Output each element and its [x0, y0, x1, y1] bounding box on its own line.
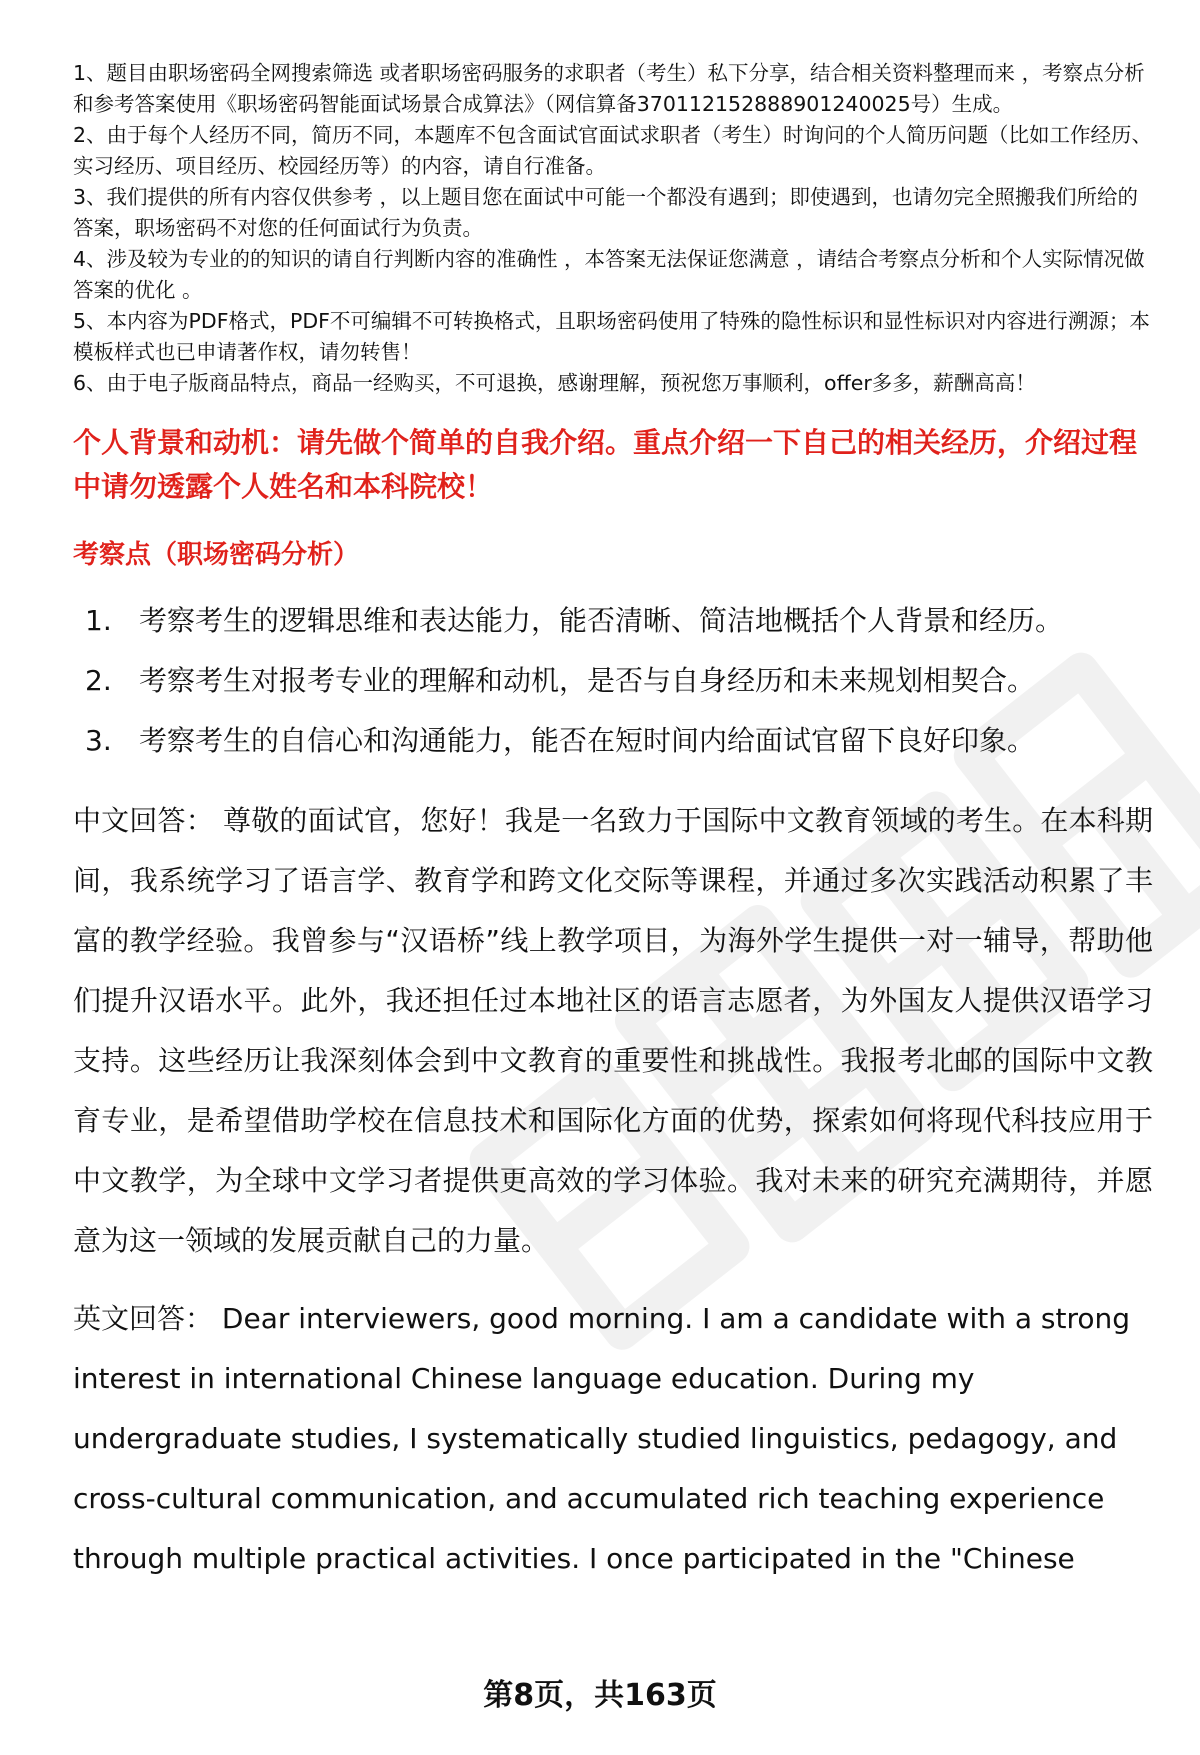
point-text: 考察考生对报考专业的理解和动机，是否与自身经历和未来规划相契合。 [139, 664, 1036, 697]
chinese-answer-text: 尊敬的面试官，您好！我是一名致力于国际中文教育领域的考生。在本科期间，我系统学习了语言学、教育学和跨文化交际等课程，并通过多次实践活动积累了丰富的教学经验。我曾参与“汉语桥”线上教学项目，为海外学生提供一对一辅导，帮助他们提升汉语水平。此外，我还担任过本地社区的语言志愿者，为外国友人提供汉语学习支持。这些经历让我深刻体会到中文教育的重要性和挑战性。我报考北邮的国际中文教育专业，是希望借助学校在信息技术和国际化方面的优势，探索如何将现代科技应用于中文教学，为全球中文学习者提供更高效的学习体验。我对未来的研究充满期待，并愿意为这一领域的发展贡献自己的力量。 [73, 804, 1153, 1257]
document-page [73, 58, 1153, 1589]
chinese-answer [73, 791, 1153, 1271]
point-number: 2. [85, 664, 112, 697]
disclaimer-item: 1、题目由职场密码全网搜索筛选 或者职场密码服务的求职者（考生）私下分享，结合相关资料整理而来 ，考察点分析和参考答案使用《职场密码智能面试场景合成算法》（网信算备370112152888901240025号）生成。 [73, 61, 1145, 116]
chinese-answer-label: 中文回答： [73, 804, 214, 837]
disclaimer-item: 4、涉及较为专业的的知识的请自行判断内容的准确性 ，本答案无法保证您满意 ，请结合考察点分析和个人实际情况做答案的优化 。 [73, 247, 1145, 302]
analysis-heading: 考察点（职场密码分析） [73, 540, 360, 570]
point-number: 1. [85, 604, 112, 637]
disclaimer-item: 6、由于电子版商品特点，商品一经购买，不可退换，感谢理解，预祝您万事顺利，offer多多，薪酬高高！ [73, 371, 1036, 395]
english-answer-label: 英文回答： [73, 1302, 214, 1335]
disclaimer-item: 2、由于每个人经历不同，简历不同，本题库不包含面试官面试求职者（考生）时询问的个人简历问题（比如工作经历、实习经历、项目经历、校园经历等）的内容，请自行准备。 [73, 123, 1153, 178]
page-number: 第8页，共163页 [483, 1678, 717, 1713]
english-answer-text: Dear interviewers, good morning. I am a candidate with a strong interest in international Chinese language education. During my undergraduate studies, I systematically studied linguistics, pedagogy, and cross-cultural communication, and accumulated rich teaching experience through multiple practical activities. I once participated in the "Chinese [73, 1302, 1131, 1575]
disclaimer-item: 3、我们提供的所有内容仅供参考 ，以上题目您在面试中可能一个都没有遇到；即使遇到，也请勿完全照搬我们所给的答案，职场密码不对您的任何面试行为负责。 [73, 185, 1139, 240]
english-answer [73, 1289, 1153, 1589]
point-text: 考察考生的自信心和沟通能力，能否在短时间内给面试官留下良好印象。 [139, 724, 1036, 757]
analysis-point [73, 721, 1153, 761]
point-text: 考察考生的逻辑思维和表达能力，能否清晰、简洁地概括个人背景和经历。 [139, 604, 1064, 637]
disclaimer-item: 5、本内容为PDF格式，PDF不可编辑不可转换格式，且职场密码使用了特殊的隐性标识和显性标识对内容进行溯源；本模板样式也已申请著作权，请勿转售！ [73, 309, 1150, 364]
point-number: 3. [85, 724, 112, 757]
analysis-point [73, 601, 1153, 641]
disclaimer-list [73, 58, 1153, 399]
analysis-points-list [73, 601, 1153, 761]
analysis-point [73, 661, 1153, 701]
interview-question: 个人背景和动机：请先做个简单的自我介绍。重点介绍一下自己的相关经历，介绍过程中请勿透露个人姓名和本科院校！ [73, 426, 1138, 503]
